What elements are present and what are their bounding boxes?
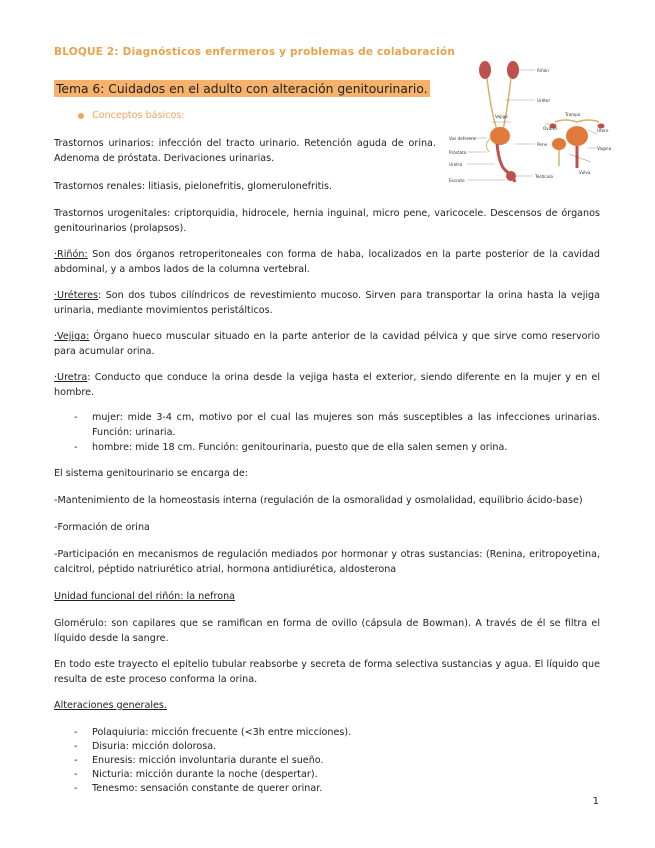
- paragraph-glomerulo: Glomérulo: son capilares que se ramifican en forma de ovillo (cápsula de Bowman). A través de él se filtra el líquido desde la sangre.: [54, 618, 600, 644]
- paragraph-sistema: El sistema genitourinario se encarga de:: [54, 468, 249, 479]
- paragraph-mantenimiento: -Mantenimiento de la homeostasis interna (regulación de la osmoralidad y osmolalidad, equilibrio ácido-base): [54, 495, 583, 506]
- paragraph-ureteres: [54, 288, 600, 318]
- list-item-mujer: - mujer: mide 3-4 cm, motivo por el cual las mujeres son más susceptibles a las infecciones urinarias. Función: urinaria.: [74, 412, 600, 438]
- block-heading: BLOQUE 2: Diagnósticos enfermeros y problemas de colaboración: [54, 46, 456, 58]
- paragraph-trastornos-urogenitales: Trastornos urogenitales: criptorquidia, hidrocele, hernia inguinal, micro pene, varicocele. Descensos de órganos genitourinarios (prolapsos).: [54, 208, 600, 234]
- figure-label-vas: Vas deferens: [449, 136, 476, 141]
- text-ureteres: : Son dos tubos cilíndricos de revestimiento mucoso. Sirven para transportar la orina hasta la vejiga urinaria, mediante movimientos peristálticos.: [54, 290, 600, 316]
- page-number: 1: [592, 796, 599, 807]
- figure-label-testiculo: Testículo: [535, 174, 554, 179]
- paragraph-trastornos-renales: Trastornos renales: litiasis, pielonefritis, glomerulonefritis.: [54, 181, 333, 192]
- term-vejiga: ·Vejiga:: [54, 331, 90, 342]
- paragraph-formacion: -Formación de orina: [54, 522, 150, 533]
- paragraph-uretra: [54, 370, 600, 400]
- term-rinon: ·Riñón:: [54, 249, 88, 260]
- figure-label-prostata: Próstata: [449, 150, 467, 155]
- genitourinary-anatomy-figure: [447, 52, 612, 192]
- figure-label-vulva: Vulva: [579, 170, 591, 175]
- paragraph-trayecto: En todo este trayecto el epitelio tubular reabsorbe y secreta de forma selectiva sustancias y agua. El líquido que resulta de este proceso conforma la orina.: [54, 659, 600, 685]
- concepts-label: Conceptos básicos:: [92, 110, 185, 121]
- heading-unidad-funcional: Unidad funcional del riñón: la nefrona: [54, 591, 236, 602]
- figure-label-pene: Pene: [537, 142, 548, 147]
- figure-label-uretra: Uretra: [449, 162, 463, 167]
- text-uretra: : Conducto que conduce la orina desde la vejiga hasta el exterior, siendo diferente en la mujer y en el hombre.: [54, 372, 600, 398]
- term-uretra: ·Uretra: [54, 372, 88, 383]
- paragraph-rinon: [54, 247, 600, 277]
- figure-label-vejiga: Vejiga: [495, 114, 508, 119]
- figure-label-ureter: Uréter: [537, 98, 551, 103]
- bullet-dot-icon: [78, 113, 84, 119]
- figure-label-rinon: Riñón: [537, 68, 549, 73]
- text-vejiga: Órgano hueco muscular situado en la parte anterior de la cavidad pélvica y que sirve como reservorio para acumular orina.: [54, 331, 600, 357]
- term-ureteres: ·Uréteres: [54, 290, 99, 301]
- figure-label-vagina: Vagina: [597, 146, 612, 151]
- list-item-hombre: - hombre: mide 18 cm. Función: genitourinaria, puesto que de ella salen semen y orina.: [74, 442, 508, 453]
- paragraph-participacion: -Participación en mecanismos de regulación mediados por hormonar y otras sustancias: (Renina, eritropoyetina, calcitrol, péptido natriurético atrial, hormona antidiurética, aldosterona: [54, 549, 600, 575]
- paragraph-vejiga: [54, 329, 600, 359]
- figure-label-utero: Útero: [597, 128, 609, 133]
- figure-label-trompa: Trompa: [565, 112, 581, 117]
- figure-label-escroto: Escroto: [449, 178, 465, 183]
- topic-title: Tema 6: Cuidados en el adulto con alteración genitourinario.: [56, 82, 428, 96]
- figure-label-ovario: Ovario: [543, 126, 557, 131]
- heading-alteraciones: Alteraciones generales.: [54, 700, 167, 711]
- paragraph-trastornos-urinarios: Trastornos urinarios: infección del tracto urinario. Retención aguda de orina. Adenoma de próstata. Derivaciones urinarias.: [54, 138, 436, 164]
- text-rinon: Son dos órganos retroperitoneales con forma de haba, localizados en la parte posterior de la cavidad abdominal, y a ambos lados de la columna vertebral.: [54, 249, 600, 275]
